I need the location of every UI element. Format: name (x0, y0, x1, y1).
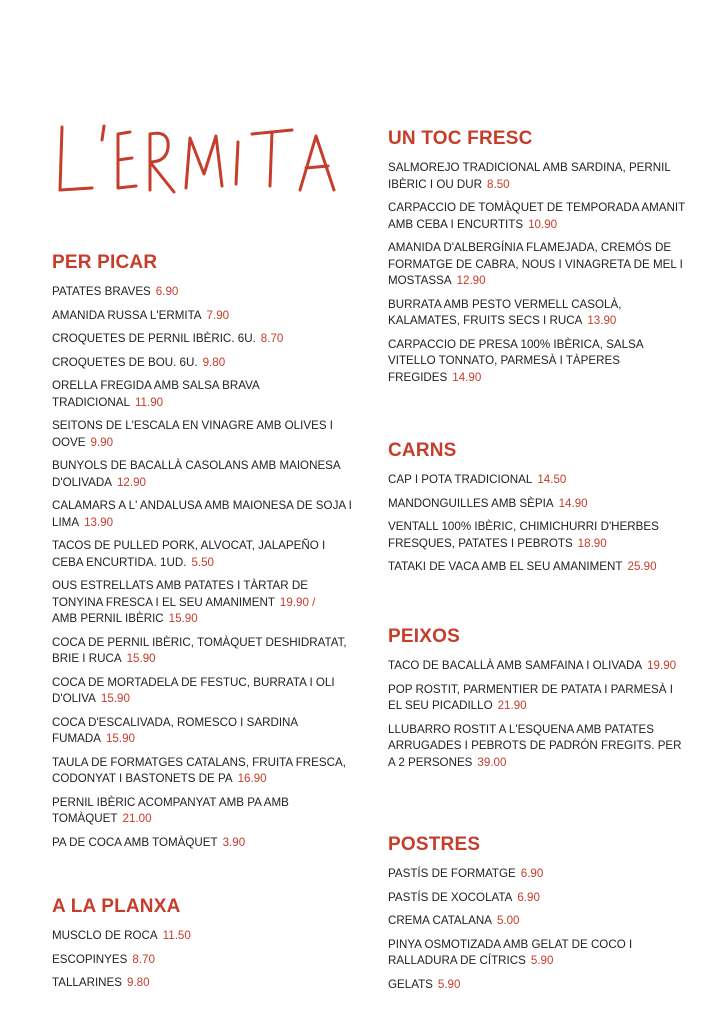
menu-item-price: 25.90 (627, 560, 657, 573)
menu-item-price: 13.90 (587, 314, 617, 327)
menu-item-name: COCA DE PERNIL IBÈRIC, TOMÀQUET DESHIDRATAT, BRIE I RUCA (52, 635, 347, 665)
section-title: CARNS (388, 440, 457, 461)
menu-item-name: GELATS (388, 977, 433, 991)
menu-item-name: MUSCLO DE ROCA (52, 929, 158, 942)
menu-item-name: TALLARINES (52, 976, 123, 989)
menu-item-price: 15.90 (105, 732, 135, 745)
menu-item (388, 519, 688, 552)
menu-item-price: 10.90 (528, 217, 558, 231)
menu-item-name: ESCOPINYES (52, 952, 128, 966)
menu-item (52, 835, 352, 852)
menu-item (52, 975, 352, 992)
menu-item (388, 913, 688, 930)
menu-item-name: OUS ESTRELLATS AMB PATATES I TÀRTAR DE TONYINA FRESCA I EL SEU AMANIMENT (52, 579, 308, 609)
section-peixos (388, 626, 688, 778)
menu-item-price: 8.70 (132, 952, 155, 966)
menu-item-price: 8.70 (260, 332, 284, 345)
menu-item-name-alt: AMB PERNIL IBÈRIC (52, 612, 164, 625)
menu-item-price: 5.90 (530, 954, 554, 967)
menu-item (388, 937, 688, 970)
logo-lettering (52, 112, 342, 212)
menu-item-price: 39.00 (477, 755, 507, 769)
menu-item (52, 795, 352, 828)
menu-item-name: ORELLA FREGIDA AMB SALSA BRAVA TRADICIONAL (52, 379, 260, 409)
menu-item (52, 498, 352, 531)
menu-item-name: COCA D'ESCALIVADA, ROMESCO I SARDINA FUMADA (52, 715, 298, 745)
menu-item-price: 19.90 (647, 659, 677, 672)
menu-list (388, 472, 688, 576)
menu-item-name: PA DE COCA AMB TOMÀQUET (52, 835, 218, 849)
menu-item (388, 240, 688, 290)
menu-list (52, 928, 352, 992)
menu-list (52, 284, 352, 851)
menu-item-name: TACO DE BACALLÀ AMB SAMFAINA I OLIVADA (388, 659, 643, 672)
menu-item-name: BUNYOLS DE BACALLÀ CASOLANS AMB MAIONESA D'OLIVADA (52, 459, 341, 489)
menu-item-price: 12.90 (116, 475, 146, 489)
menu-item (52, 538, 352, 571)
menu-item (388, 472, 688, 489)
section-un-toc-fresc (388, 128, 688, 393)
menu-item (52, 355, 352, 372)
menu-item-price: 16.90 (237, 772, 267, 785)
menu-item-name: PASTÍS DE FORMATGE (388, 867, 516, 880)
menu-item-price: 13.90 (84, 515, 114, 529)
menu-item-price: 6.90 (155, 285, 179, 298)
menu-item (52, 928, 352, 945)
menu-item-name: SALMOREJO TRADICIONAL AMB SARDINA, PERNIL IBÈRIC I OU DUR (388, 161, 671, 191)
menu-item (52, 308, 352, 325)
menu-item-price: 9.80 (127, 976, 150, 989)
menu-item-name: SEITONS DE L'ESCALA EN VINAGRE AMB OLIVES I OOVE (52, 419, 333, 449)
menu-item-name: CALAMARS A L' ANDALUSA AMB MAIONESA DE SOJA I LIMA (52, 499, 352, 529)
menu-item-name: BURRATA AMB PESTO VERMELL CASOLÀ, KALAMATES, FRUITS SECS I RUCA (388, 297, 622, 327)
menu-item-name: PASTÍS DE XOCOLATA (388, 890, 513, 904)
menu-item (52, 331, 352, 348)
menu-item (388, 297, 688, 330)
menu-item-name: CARPACCIO DE TOMÀQUET DE TEMPORADA AMANIT AMB CEBA I ENCURTITS (388, 201, 685, 231)
menu-list (388, 658, 688, 771)
menu-item (388, 682, 688, 715)
menu-item-name: CREMA CATALANA (388, 914, 492, 927)
menu-item (52, 284, 352, 301)
section-title: POSTRES (388, 834, 481, 855)
menu-item (388, 337, 688, 387)
menu-item (52, 578, 352, 628)
menu-item (52, 458, 352, 491)
section-title: A LA PLANXA (52, 896, 181, 917)
menu-item (388, 890, 688, 907)
section-postres (388, 834, 688, 1000)
section-a-la-planxa (52, 896, 352, 999)
menu-item-name: PATATES BRAVES (52, 285, 151, 298)
menu-item-price: 21.00 (122, 812, 152, 825)
menu-item (52, 715, 352, 748)
menu-item-price: 14.90 (452, 370, 482, 384)
menu-item-price: 11.90 (134, 395, 164, 409)
menu-item-price: 5.50 (191, 555, 215, 569)
menu-list (388, 160, 688, 386)
menu-item-price: 3.90 (222, 835, 246, 849)
menu-item-price: 18.90 (577, 536, 607, 550)
menu-item-name: POP ROSTIT, PARMENTIER DE PATATA I PARMESÀ I EL SEU PICADILLO (388, 682, 673, 712)
menu-item-price: 12.90 (456, 274, 486, 287)
menu-item-name: COCA DE MORTADELA DE FESTUC, BURRATA I OLI D'OLIVA (52, 675, 335, 705)
menu-item-price: 5.90 (437, 977, 461, 991)
menu-item-name: LLUBARRO ROSTIT A L'ESQUENA AMB PATATES ARRUGADES I PEBROTS DE PADRÓN FREGITS. PER A 2 PERSONES (388, 722, 682, 769)
menu-item-price-alt: 15.90 (168, 612, 198, 625)
menu-item (388, 866, 688, 883)
menu-item-name: CROQUETES DE BOU. 6U. (52, 355, 198, 369)
menu-list (388, 866, 688, 993)
menu-item-name: CAP I POTA TRADICIONAL (388, 473, 533, 486)
menu-item-price: 15.90 (126, 652, 156, 665)
menu-item-name: TATAKI DE VACA AMB EL SEU AMANIMENT (388, 560, 623, 573)
menu-item-price: 8.50 (487, 177, 510, 191)
menu-item (388, 160, 688, 193)
menu-item-name: AMANIDA D'ALBERGÍNIA FLAMEJADA, CREMÓS DE FORMATGE DE CABRA, NOUS I VINAGRETA DE MEL I MOSTASSA (388, 241, 683, 287)
menu-item (388, 559, 688, 576)
menu-item-price: 5.00 (496, 914, 520, 927)
section-carns (388, 440, 688, 583)
menu-item-name: AMANIDA RUSSA L'ERMITA (52, 308, 202, 322)
section-per-picar (52, 252, 352, 858)
menu-item-price: 15.90 (100, 692, 130, 705)
menu-item (52, 635, 352, 668)
menu-item-price: 6.90 (520, 867, 544, 880)
menu-item (388, 496, 688, 513)
menu-item-name: PINYA OSMOTIZADA AMB GELAT DE COCO I RALLADURA DE CÍTRICS (388, 937, 633, 967)
menu-item-name: CROQUETES DE PERNIL IBÈRIC. 6U. (52, 332, 256, 345)
menu-item (52, 755, 352, 788)
menu-item-name: PERNIL IBÈRIC ACOMPANYAT AMB PA AMB TOMÀQUET (52, 795, 289, 825)
section-title: UN TOC FRESC (388, 128, 533, 149)
menu-item (388, 722, 688, 772)
menu-item (388, 977, 688, 994)
menu-item (52, 378, 352, 411)
menu-item-price: 9.80 (202, 355, 226, 369)
menu-item-name: TACOS DE PULLED PORK, ALVOCAT, JALAPEÑO I CEBA ENCURTIDA. 1UD. (52, 539, 326, 569)
menu-item (52, 952, 352, 969)
logo (52, 112, 342, 212)
menu-item-name: MANDONGUILLES AMB SÈPIA (388, 496, 554, 510)
menu-item-name: VENTALL 100% IBÈRIC, CHIMICHURRI D'HERBES FRESQUES, PATATES I PEBROTS (388, 520, 659, 550)
menu-item-name: TAULA DE FORMATGES CATALANS, FRUITA FRESCA, CODONYAT I BASTONETS DE PA (52, 755, 346, 785)
menu-item-price: 9.90 (90, 435, 114, 449)
menu-item-price: 11.50 (162, 929, 191, 942)
menu-item-price: 6.90 (517, 890, 540, 904)
section-title: PER PICAR (52, 252, 158, 273)
section-title: PEIXOS (388, 626, 460, 647)
menu-item-name: CARPACCIO DE PRESA 100% IBÈRICA, SALSA VITELLO TONNATO, PARMESÀ I TÀPERES FREGIDES (388, 337, 643, 384)
menu-item (388, 658, 688, 675)
menu-item (52, 675, 352, 708)
menu-item-price: 14.90 (558, 496, 588, 510)
menu-item-price: 7.90 (206, 308, 230, 322)
menu-item (388, 200, 688, 233)
menu-item-price: 19.90 / (279, 595, 316, 609)
menu-item-price: 14.50 (537, 473, 567, 486)
menu-item-price: 21.90 (497, 699, 527, 712)
menu-item (52, 418, 352, 451)
